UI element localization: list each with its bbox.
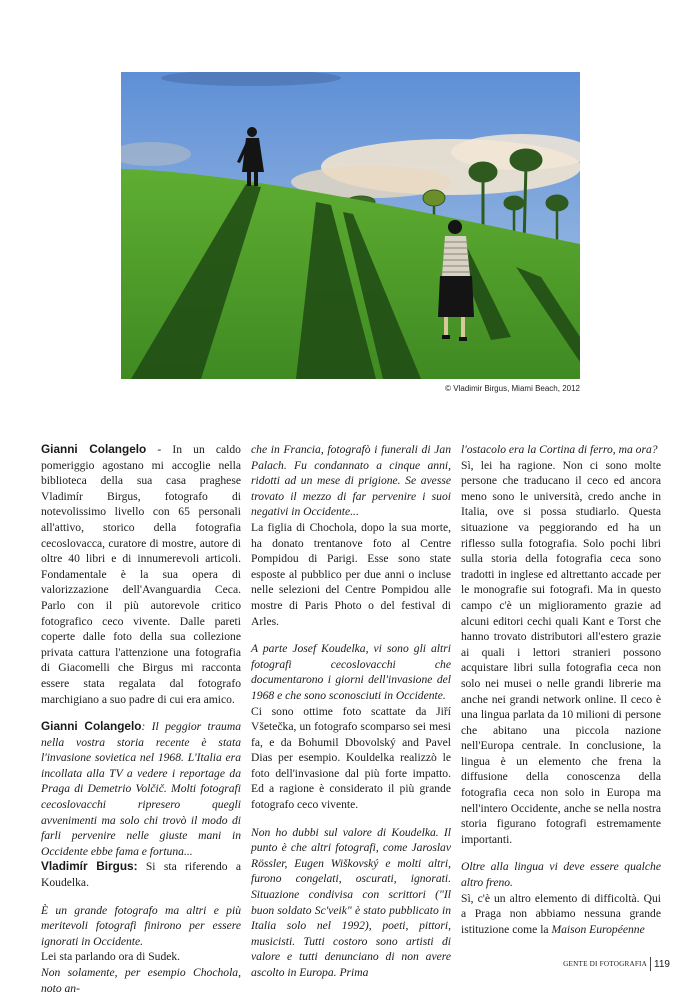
question-text: che in Francia, fotografò i funerali di Jan Palach. Fu condannato a cinque anni, ridotti ad un mese di prigione. Se avesse trovato il mezzo di far pervenire i suoi negativi in Occidente...	[251, 443, 451, 519]
speaker-name: Gianni Colangelo	[41, 442, 147, 456]
photo-credit: © Vladimir Birgus, Miami Beach, 2012	[445, 384, 580, 393]
answer-text: Sì, lei ha ragione. Non ci sono molte persone che traducano il ceco ed ancora meno sono le università, credo anche in Italia, ove si possa studiarlo. Questa situazione va peggiorando ed ha un riflesso sulla fotografia. Solo pochi libri sulla storia della fotografia ceca sono tradotti in inglese ed altrettanto accade per le monografie sui fotografi. Ma in questo campo c'è un miglioramento grazie ad alcuni editori cechi quali Kant e Torst che hanno trovato distributori all'estero grazie ai quali i lettori stranieri possono acquistare libri sulla fotografia ceca non solo nei musei o nelle grandi librerie ma anche nei grandi network online. Il ceco è una lingua parlata da 10 milioni di persone che abitano una piccola nazione nell'Europa centrale. In conclusione, la lingua è un elemento che frena la diffusione della conoscenza della fotografia ceca non solo in Europa ma nell'intero Occidente, anche se nella nostra storia figurano fotografi estremamente importanti.	[461, 458, 661, 846]
text-column-3	[461, 442, 661, 937]
answer-text: Si sta riferendo a Koudelka.	[41, 860, 241, 890]
paragraph	[41, 442, 241, 707]
page-footer	[563, 957, 670, 971]
magazine-name: GENTE DI FOTOGRAFIA	[563, 960, 648, 968]
answer-text: La figlia di Chochola, dopo la sua morte, ha donato trentanove foto al Centre Pompidou di Parigi. Esse sono state esposte al pubblico per due anni o incluse nelle selezioni del Centre Pompidou alle mostre di Paris Photo o del festival di Arles.	[251, 520, 451, 628]
text-column-2	[251, 442, 451, 981]
question-text: Non solamente, per esempio Chochola, noto an-	[41, 966, 241, 995]
footer-divider	[650, 957, 651, 971]
page-number: 119	[654, 958, 670, 970]
question-text: È un grande fotografo ma altri e più meritevoli fotografi finirono per essere ignorati in Occidente.	[41, 903, 241, 948]
answer-text-part: Sì, c'è un altro elemento di difficoltà. Qui a Praga non abbiamo nessuna grande istituzione come la	[461, 891, 661, 936]
question-text: A parte Josef Koudelka, vi sono gli altri fotografi cecoslovacchi che documentarono i giorni dell'invasione del 1968 e che sono sconosciuti in Occidente.	[251, 642, 451, 702]
speaker-name: Gianni Colangelo	[41, 719, 142, 734]
answer-text: Lei sta parlando ora di Sudek.	[41, 950, 181, 964]
question-text: l'ostacolo era la Cortina di ferro, ma ora?	[461, 443, 658, 456]
question-text: Oltre alla lingua vi deve essere qualche altro freno.	[461, 860, 661, 890]
question-text: Non ho dubbi sul valore di Koudelka. Il punto è che altri fotografi, come Jaroslav Rössler, Eugen Wiškovský e molti altri, furono congelati, oscurati, ignorati. Situazione condivisa con scrittori ("Il buon soldato Sc'veik" è stato pubblicato in Italia solo nel 1992), poeti, pittori, musicisti. Tutti costoro sono artisti di valore e tutti denunciano di non avere ascolto in Europa. Prima	[251, 825, 451, 979]
paragraph	[41, 719, 241, 859]
question-text: : Il peggior trauma nella vostra storia recente è stata l'invasione sovietica nel 1968. L'Italia era incollata alla TV a vedere i reportage da Praga di Demetrio Volčič. Molti fotografi cecoslovacchi ripresero quegli avvenimenti ma solo chi trovò il modo di farli pervenire nelle giuste mani in Occidente ebbe fama e fortuna...	[41, 720, 241, 858]
text-column-1	[41, 442, 241, 996]
institution-name: Maison Européenne	[551, 922, 645, 936]
paragraph	[41, 859, 241, 890]
answer-text: Ci sono ottime foto scattate da Jiří Všetečka, un fotografo scomparso sei mesi fa, e da Bohumil Dbovolský and Pavel Dias per esempio. Kouldelka realizzò le foto dell'invasione dal più forte impatto. Ed a ragione è considerato il più grande fotografo ceco vivente.	[251, 704, 451, 812]
answer-text	[461, 891, 661, 938]
intro-text: - In un caldo pomeriggio agostano mi accoglie nella biblioteca della sua casa praghese Vladimír Birgus, fotografo di notevolissimo livello con 65 personali all'attivo, storico della fotografia cecoslovacca, curatore di mostre, autore di oltre 40 libri e di innumerevoli articoli. Fondamentale è la sua opera di valorizzazione dell'Avanguardia Ceca. Parlo con il più autorevole critico fotografico ceco vivente. Dalle pareti coperte dalle foto della sua collezione privata cattura l'attenzione una fotografia di Giacomelli che Birgus mi racconta essere stata regalata dal fotografo marchigiano a suo padre di cui era amico.	[41, 443, 241, 706]
speaker-name: Vladimír Birgus:	[41, 859, 138, 874]
cover-photo	[121, 72, 580, 379]
